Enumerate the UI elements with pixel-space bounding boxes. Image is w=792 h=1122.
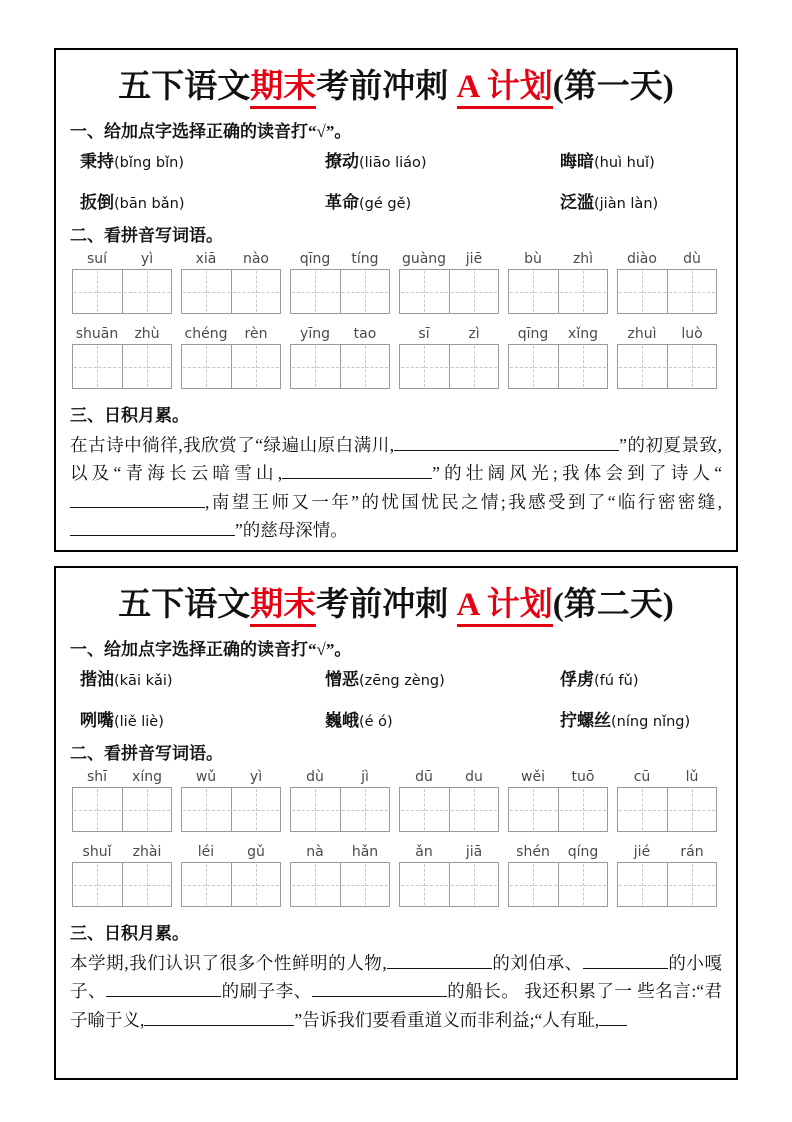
pinyin-options: (jiàn làn): [594, 196, 659, 212]
pinyin-word-group: [617, 769, 717, 832]
pinyin-word-group: [181, 844, 281, 907]
pinyin-syllable: xíng: [132, 769, 162, 785]
pinyin-syllable: bù: [524, 251, 542, 267]
writing-grid: [399, 862, 499, 907]
title-segment: 五下语文: [118, 69, 251, 105]
pinyin-word-group: [399, 769, 499, 832]
writing-grid: [399, 344, 499, 389]
pinyin-syllable: nào: [242, 251, 270, 267]
writing-cell: [340, 788, 390, 831]
writing-cell: [400, 345, 449, 388]
pinyin-options: (liāo liáo): [359, 155, 427, 171]
pronunciation-item: [325, 147, 560, 172]
title-segment: (第二天): [552, 587, 674, 623]
writing-cell: [340, 863, 390, 906]
writing-cell: [182, 270, 231, 313]
paragraph-text: 本学期,我们认识了很多个性鲜明的人物,: [70, 953, 387, 973]
pinyin-syllable: jì: [361, 769, 369, 785]
pinyin-syllable: yì: [140, 251, 154, 267]
pinyin-labels: [72, 326, 172, 342]
pronunciation-item: [80, 147, 325, 172]
writing-cell: [122, 345, 172, 388]
worksheet-panel: [54, 48, 738, 552]
pinyin-syllable: jiā: [465, 844, 483, 860]
answer-blank: [599, 1007, 627, 1026]
pinyin-grid-row: [70, 844, 722, 907]
answer-blank: [106, 979, 221, 998]
pinyin-labels: [617, 769, 717, 785]
answer-blank: [70, 489, 205, 508]
writing-cell: [291, 270, 340, 313]
pinyin-syllable: zhì: [572, 251, 594, 267]
pinyin-syllable: qīng: [517, 326, 549, 342]
writing-grid: [290, 344, 390, 389]
pinyin-word-group: [181, 326, 281, 389]
pinyin-word-group: [72, 844, 172, 907]
writing-cell: [291, 345, 340, 388]
pinyin-word-group: [399, 326, 499, 389]
paragraph-text: ”的慈母深情。: [235, 520, 348, 541]
pinyin-word-group: [617, 251, 717, 314]
word-text: 揩油: [80, 670, 114, 689]
pronunciation-item: [560, 147, 722, 172]
pinyin-word-group: [399, 844, 499, 907]
pinyin-syllable: rán: [680, 844, 704, 860]
writing-cell: [182, 788, 231, 831]
pinyin-word-group: [617, 326, 717, 389]
writing-grid: [508, 344, 608, 389]
pinyin-syllable: xiā: [195, 251, 217, 267]
pinyin-syllable: luò: [681, 326, 703, 342]
pronunciation-items: [70, 147, 722, 213]
pinyin-options: (zēng zèng): [359, 673, 445, 689]
pronunciation-items: [70, 665, 722, 731]
answer-blank: [144, 1007, 294, 1026]
writing-cell: [667, 863, 717, 906]
pinyin-grid-row: [70, 769, 722, 832]
pinyin-options: (fú fǔ): [594, 673, 639, 689]
writing-grid: [181, 344, 281, 389]
writing-cell: [182, 863, 231, 906]
pinyin-word-group: [290, 769, 390, 832]
writing-cell: [231, 863, 281, 906]
writing-cell: [449, 863, 499, 906]
pinyin-labels: [399, 251, 499, 267]
title-highlighted-segment: A 计划: [457, 69, 553, 109]
pinyin-labels: [290, 769, 390, 785]
word-text: 撩动: [325, 152, 359, 171]
pinyin-syllable: chéng: [184, 326, 228, 342]
answer-blank: [70, 518, 235, 537]
writing-grid: [399, 269, 499, 314]
page-title: [70, 578, 722, 625]
pinyin-syllable: guàng: [401, 251, 447, 267]
pinyin-grid-row: [70, 251, 722, 314]
pronunciation-item: [80, 665, 325, 690]
writing-cell: [73, 863, 122, 906]
writing-cell: [509, 863, 558, 906]
pinyin-syllable: qíng: [567, 844, 599, 860]
writing-grid: [508, 862, 608, 907]
word-text: 革命: [325, 193, 359, 212]
writing-grid: [181, 862, 281, 907]
pinyin-word-group: [72, 326, 172, 389]
writing-cell: [231, 345, 281, 388]
writing-grid: [72, 269, 172, 314]
writing-cell: [618, 345, 667, 388]
writing-grid: [72, 344, 172, 389]
pinyin-labels: [617, 844, 717, 860]
writing-cell: [122, 863, 172, 906]
writing-cell: [558, 270, 608, 313]
pinyin-labels: [508, 326, 608, 342]
pinyin-options: (níng nǐng): [611, 714, 691, 730]
section3-heading: 三、日积月累。: [70, 924, 189, 943]
writing-cell: [558, 345, 608, 388]
pinyin-syllable: sī: [418, 326, 430, 342]
pronunciation-item: [325, 706, 560, 731]
pinyin-syllable: zhù: [134, 326, 160, 342]
paragraph-text: ”的初夏景致,以及“青海长云暗雪山,: [70, 435, 722, 484]
pinyin-syllable: yīng: [300, 326, 330, 342]
word-text: 晦暗: [560, 152, 594, 171]
pinyin-syllable: ǎn: [415, 844, 433, 860]
section1-heading: 一、给加点字选择正确的读音打“√”。: [70, 640, 352, 659]
word-text: 巍峨: [325, 711, 359, 730]
pinyin-options: (bān bǎn): [114, 196, 185, 212]
writing-grid: [72, 862, 172, 907]
section1-heading: 一、给加点字选择正确的读音打“√”。: [70, 122, 352, 141]
pinyin-options: (liě liè): [114, 714, 164, 730]
writing-cell: [509, 270, 558, 313]
pinyin-labels: [72, 251, 172, 267]
writing-grid: [508, 269, 608, 314]
pinyin-word-group: [399, 251, 499, 314]
pinyin-syllable: wǔ: [195, 769, 217, 785]
pronunciation-item: [560, 188, 722, 213]
pinyin-word-group: [181, 251, 281, 314]
pinyin-labels: [399, 326, 499, 342]
pinyin-syllable: xǐng: [568, 326, 598, 342]
pinyin-labels: [181, 844, 281, 860]
pinyin-word-group: [508, 844, 608, 907]
pinyin-syllable: cū: [633, 769, 651, 785]
pinyin-word-group: [72, 769, 172, 832]
answer-blank: [394, 433, 619, 452]
paragraph-text: 的小嘎子、: [70, 953, 722, 1002]
pinyin-syllable: qīng: [299, 251, 331, 267]
pinyin-word-group: [290, 251, 390, 314]
pinyin-word-group: [72, 251, 172, 314]
pinyin-syllable: shuān: [75, 326, 119, 342]
writing-cell: [291, 863, 340, 906]
page-title: [70, 60, 722, 107]
pinyin-syllable: shén: [516, 844, 550, 860]
pronunciation-item: [560, 665, 722, 690]
writing-cell: [618, 788, 667, 831]
fill-in-paragraph: [70, 431, 722, 544]
pinyin-syllable: zhuì: [627, 326, 657, 342]
writing-grid: [181, 787, 281, 832]
writing-cell: [182, 345, 231, 388]
pinyin-syllable: shī: [86, 769, 108, 785]
writing-cell: [509, 788, 558, 831]
section3-heading: 三、日积月累。: [70, 406, 189, 425]
pronunciation-item: [325, 188, 560, 213]
writing-grid: [72, 787, 172, 832]
pinyin-syllable: dù: [306, 769, 324, 785]
section2-heading: 二、看拼音写词语。: [70, 744, 223, 763]
pinyin-syllable: gǔ: [247, 844, 265, 860]
pinyin-syllable: rèn: [244, 326, 268, 342]
pronunciation-item: [80, 706, 325, 731]
pinyin-labels: [508, 769, 608, 785]
title-segment: 考前冲刺: [316, 587, 457, 623]
pinyin-labels: [290, 326, 390, 342]
title-segment: 考前冲刺: [316, 69, 457, 105]
pinyin-syllable: shuǐ: [82, 844, 112, 860]
writing-cell: [400, 788, 449, 831]
pinyin-syllable: nà: [306, 844, 324, 860]
writing-grid: [617, 787, 717, 832]
pinyin-syllable: hǎn: [351, 844, 379, 860]
title-highlighted-segment: A 计划: [457, 587, 553, 627]
writing-cell: [667, 345, 717, 388]
paragraph-text: 在古诗中徜徉,我欣赏了“绿遍山原白满川,: [70, 435, 395, 455]
writing-grid: [290, 269, 390, 314]
fill-in-paragraph: [70, 949, 722, 1034]
paragraph-text: 的刘伯承、: [491, 953, 583, 973]
pinyin-labels: [508, 844, 608, 860]
worksheet-panel: [54, 566, 738, 1080]
pronunciation-item: [80, 188, 325, 213]
pinyin-syllable: wěi: [521, 769, 545, 785]
writing-cell: [291, 788, 340, 831]
writing-grid: [617, 269, 717, 314]
paragraph-text: ,南望王师又一年”的忧国忧民之情;我感受到了“临行密密缝,: [205, 491, 722, 512]
paragraph-text: ”的壮阔风光;我体会到了诗人“: [432, 463, 722, 484]
pinyin-word-group: [290, 326, 390, 389]
pinyin-syllable: zì: [468, 326, 480, 342]
writing-cell: [667, 788, 717, 831]
writing-cell: [449, 788, 499, 831]
pronunciation-item: [560, 706, 722, 731]
writing-cell: [340, 270, 390, 313]
pinyin-syllable: dù: [683, 251, 701, 267]
writing-grid: [181, 269, 281, 314]
word-text: 咧嘴: [80, 711, 114, 730]
pinyin-labels: [72, 769, 172, 785]
writing-cell: [618, 270, 667, 313]
writing-cell: [449, 270, 499, 313]
pinyin-syllable: léi: [197, 844, 215, 860]
pinyin-labels: [181, 769, 281, 785]
writing-cell: [618, 863, 667, 906]
pinyin-syllable: jiē: [465, 251, 483, 267]
pinyin-labels: [508, 251, 608, 267]
writing-cell: [558, 863, 608, 906]
writing-cell: [122, 270, 172, 313]
writing-grid: [617, 344, 717, 389]
writing-grid: [290, 862, 390, 907]
pinyin-labels: [290, 844, 390, 860]
paragraph-text: 的刷子李、: [221, 981, 312, 1002]
pinyin-labels: [399, 844, 499, 860]
pronunciation-item: [325, 665, 560, 690]
pinyin-options: (é ó): [359, 714, 393, 730]
writing-cell: [509, 345, 558, 388]
writing-cell: [122, 788, 172, 831]
title-highlighted-segment: 期末: [250, 587, 316, 627]
title-segment: 五下语文: [118, 587, 251, 623]
pinyin-syllable: du: [465, 769, 483, 785]
paragraph-text: ”告诉我们要看重道义而非利益;“人有耻,: [294, 1009, 600, 1030]
pinyin-labels: [617, 326, 717, 342]
pinyin-options: (huì huǐ): [594, 155, 655, 171]
paragraph-text: 的船长。 我还积累了一 些名言:“君子喻于义,: [70, 981, 723, 1030]
writing-cell: [449, 345, 499, 388]
pinyin-syllable: jié: [633, 844, 651, 860]
pinyin-syllable: tao: [353, 326, 377, 342]
pinyin-labels: [72, 844, 172, 860]
answer-blank: [282, 461, 432, 480]
pinyin-syllable: yì: [249, 769, 263, 785]
pinyin-syllable: diào: [627, 251, 657, 267]
pinyin-options: (gé gě): [359, 196, 412, 212]
writing-cell: [558, 788, 608, 831]
pinyin-syllable: tíng: [351, 251, 379, 267]
writing-grid: [399, 787, 499, 832]
writing-cell: [73, 270, 122, 313]
pinyin-options: (bǐng bǐn): [114, 155, 184, 171]
writing-cell: [667, 270, 717, 313]
pinyin-word-group: [617, 844, 717, 907]
pinyin-word-group: [181, 769, 281, 832]
pinyin-labels: [617, 251, 717, 267]
pinyin-labels: [399, 769, 499, 785]
word-text: 扳倒: [80, 193, 114, 212]
writing-cell: [231, 270, 281, 313]
answer-blank: [387, 951, 492, 970]
writing-grid: [617, 862, 717, 907]
writing-cell: [400, 863, 449, 906]
writing-cell: [73, 345, 122, 388]
pinyin-syllable: suí: [86, 251, 108, 267]
answer-blank: [583, 951, 668, 970]
writing-cell: [340, 345, 390, 388]
pinyin-labels: [290, 251, 390, 267]
word-text: 俘虏: [560, 670, 594, 689]
pinyin-word-group: [508, 251, 608, 314]
writing-cell: [400, 270, 449, 313]
pinyin-labels: [181, 326, 281, 342]
pinyin-syllable: tuō: [571, 769, 595, 785]
writing-cell: [73, 788, 122, 831]
word-text: 拧螺丝: [560, 711, 611, 730]
pinyin-syllable: zhài: [132, 844, 162, 860]
word-text: 憎恶: [325, 670, 359, 689]
title-segment: (第一天): [552, 69, 674, 105]
writing-cell: [231, 788, 281, 831]
pinyin-grid-row: [70, 326, 722, 389]
word-text: 泛滥: [560, 193, 594, 212]
pinyin-labels: [181, 251, 281, 267]
writing-grid: [508, 787, 608, 832]
section2-heading: 二、看拼音写词语。: [70, 226, 223, 245]
writing-grid: [290, 787, 390, 832]
pinyin-syllable: lǔ: [685, 769, 699, 785]
title-highlighted-segment: 期末: [250, 69, 316, 109]
pinyin-syllable: dū: [415, 769, 433, 785]
pinyin-word-group: [508, 769, 608, 832]
word-text: 秉持: [80, 152, 114, 171]
pinyin-word-group: [508, 326, 608, 389]
pinyin-word-group: [290, 844, 390, 907]
pinyin-options: (kāi kǎi): [114, 673, 173, 689]
answer-blank: [312, 979, 447, 998]
